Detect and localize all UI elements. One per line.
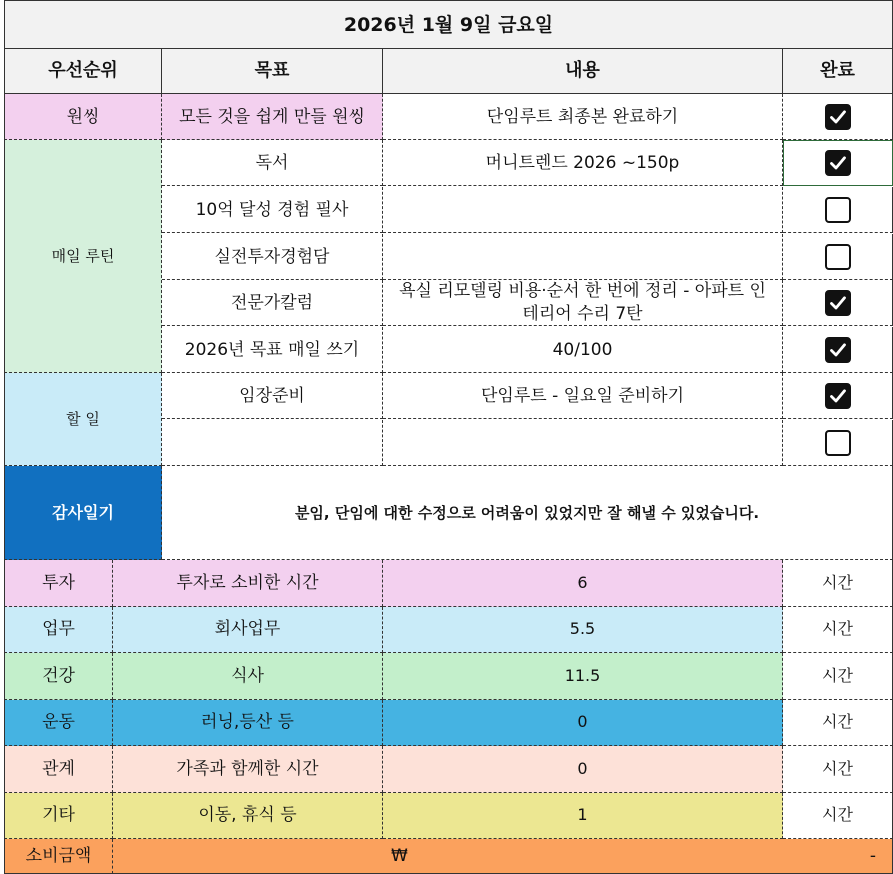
header-content: 내용 — [383, 48, 783, 94]
group-routine: 매일 루틴 — [4, 140, 162, 373]
spending-amount-cell[interactable] — [113, 839, 893, 874]
time-category: 투자 — [4, 560, 113, 607]
task-done-cell — [783, 373, 893, 419]
header-done: 완료 — [783, 48, 893, 94]
task-content[interactable] — [383, 234, 783, 280]
task-content[interactable] — [383, 420, 783, 466]
time-category: 건강 — [4, 653, 113, 700]
task-done-cell — [783, 280, 893, 326]
checkbox-unchecked[interactable] — [825, 197, 851, 223]
task-done-cell — [783, 234, 893, 280]
time-category: 기타 — [4, 793, 113, 840]
time-activity: 투자로 소비한 시간 — [113, 560, 383, 607]
task-goal[interactable]: 독서 — [162, 140, 383, 186]
time-activity: 가족과 함께한 시간 — [113, 746, 383, 793]
task-goal[interactable]: 전문가칼럼 — [162, 280, 383, 326]
time-unit: 시간 — [783, 746, 893, 793]
checkmark-icon — [830, 296, 846, 310]
checkmark-icon — [830, 156, 846, 170]
task-content[interactable]: 욕실 리모델링 비용·순서 한 번에 정리 - 아파트 인테리어 수리 7탄 — [383, 280, 783, 326]
task-done-cell — [783, 420, 893, 466]
time-hours[interactable]: 11.5 — [383, 653, 783, 700]
time-hours[interactable]: 0 — [383, 700, 783, 747]
task-goal[interactable]: 실전투자경험담 — [162, 234, 383, 280]
spending-amount: - — [869, 846, 876, 866]
task-done-cell — [783, 140, 893, 186]
task-content[interactable]: 단임루트 최종본 완료하기 — [383, 94, 783, 140]
time-unit: 시간 — [783, 607, 893, 654]
gratitude-label: 감사일기 — [4, 466, 162, 560]
time-activity: 러닝,등산 등 — [113, 700, 383, 747]
checkmark-icon — [830, 110, 846, 124]
time-hours[interactable]: 6 — [383, 560, 783, 607]
task-goal[interactable]: 2026년 목표 매일 쓰기 — [162, 327, 383, 373]
checkbox-checked[interactable] — [825, 104, 851, 130]
time-unit: 시간 — [783, 560, 893, 607]
task-goal[interactable]: 10억 달성 경험 필사 — [162, 187, 383, 233]
checkbox-unchecked[interactable] — [825, 430, 851, 456]
time-category: 운동 — [4, 700, 113, 747]
currency-symbol: ₩ — [391, 846, 408, 866]
time-hours[interactable]: 1 — [383, 793, 783, 840]
group-todo: 할 일 — [4, 373, 162, 466]
spending-label: 소비금액 — [4, 839, 113, 874]
checkmark-icon — [830, 343, 846, 357]
task-content[interactable]: 40/100 — [383, 327, 783, 373]
header-goal: 목표 — [162, 48, 383, 94]
task-goal[interactable]: 임장준비 — [162, 373, 383, 419]
time-category: 관계 — [4, 746, 113, 793]
time-unit: 시간 — [783, 793, 893, 840]
time-hours[interactable]: 0 — [383, 746, 783, 793]
checkbox-checked[interactable] — [825, 337, 851, 363]
checkmark-icon — [830, 389, 846, 403]
task-content[interactable]: 단임루트 - 일요일 준비하기 — [383, 373, 783, 419]
header-priority: 우선순위 — [4, 48, 162, 94]
task-goal[interactable] — [162, 420, 383, 466]
task-done-cell — [783, 327, 893, 373]
checkbox-checked[interactable] — [825, 290, 851, 316]
time-hours[interactable]: 5.5 — [383, 607, 783, 654]
checkbox-unchecked[interactable] — [825, 244, 851, 270]
time-unit: 시간 — [783, 700, 893, 747]
task-content[interactable] — [383, 187, 783, 233]
time-activity: 이동, 휴식 등 — [113, 793, 383, 840]
time-category: 업무 — [4, 607, 113, 654]
checkbox-checked[interactable] — [825, 383, 851, 409]
time-activity: 식사 — [113, 653, 383, 700]
task-content[interactable]: 머니트렌드 2026 ~150p — [383, 140, 783, 186]
gratitude-text[interactable]: 분임, 단임에 대한 수정으로 어려움이 있었지만 잘 해낼 수 있었습니다. — [162, 466, 893, 560]
task-goal[interactable]: 모든 것을 쉽게 만들 원씽 — [162, 94, 383, 140]
time-unit: 시간 — [783, 653, 893, 700]
group-onething: 원씽 — [4, 94, 162, 140]
task-done-cell — [783, 94, 893, 140]
page-title: 2026년 1월 9일 금요일 — [4, 0, 893, 48]
task-done-cell — [783, 187, 893, 233]
time-activity: 회사업무 — [113, 607, 383, 654]
checkbox-checked[interactable] — [825, 150, 851, 176]
